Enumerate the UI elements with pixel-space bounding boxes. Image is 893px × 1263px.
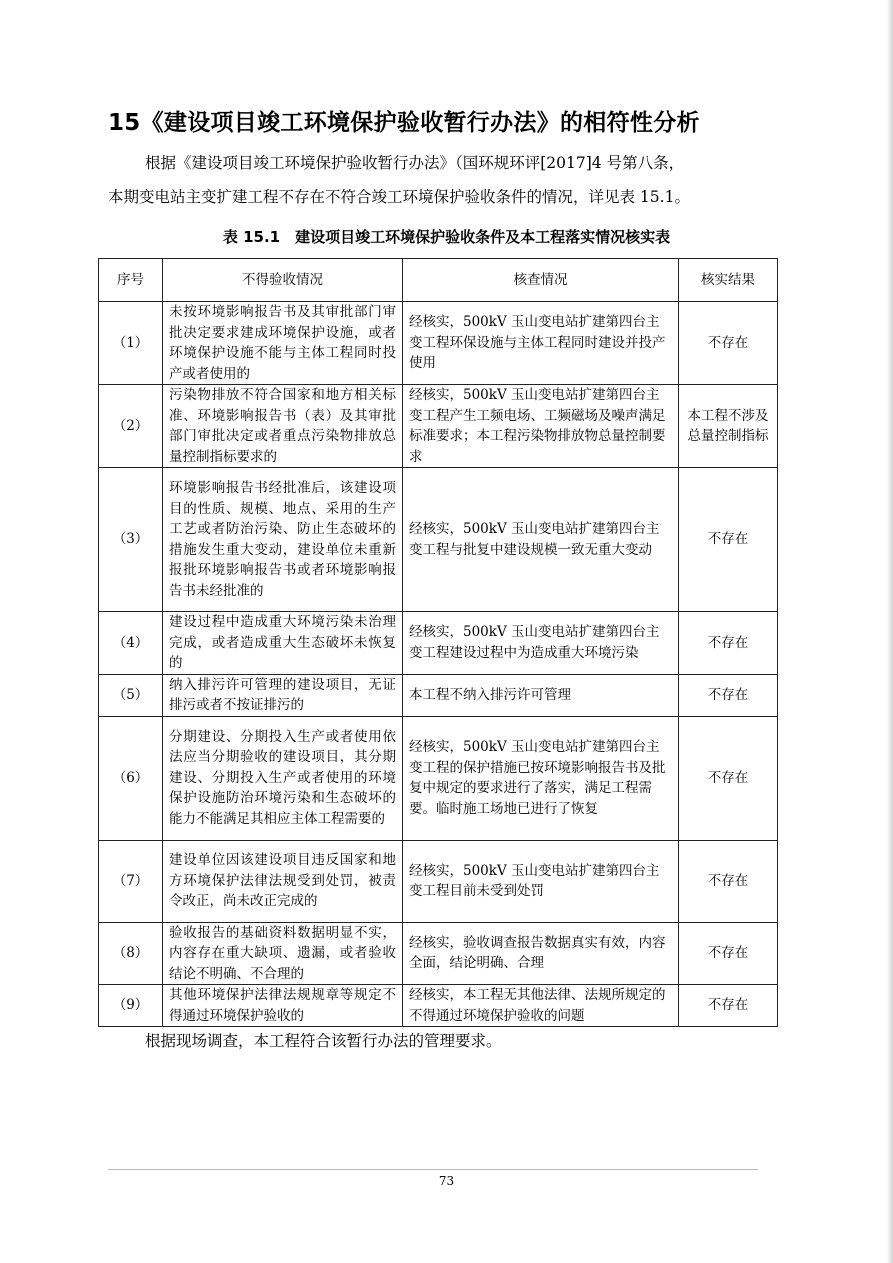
page-edge-shadow: [887, 0, 893, 1263]
intro-line-2: 本期变电站主变扩建工程不存在不符合竣工环境保护验收条件的情况，详见表 15.1。: [108, 188, 690, 206]
header-number: 序号: [99, 259, 163, 302]
row-number: （5）: [99, 674, 163, 716]
table-row: [99, 468, 778, 612]
closing-paragraph: 根据现场调查，本工程符合该暂行办法的管理要求。: [145, 1032, 502, 1050]
row-result: 不存在: [679, 612, 778, 675]
row-condition: 建设单位因该建设项目违反国家和地方环境保护法律法规受到处罚，被责令改正，尚未改正完成的: [163, 840, 403, 922]
table-row: [99, 674, 778, 716]
row-number: （6）: [99, 716, 163, 840]
row-check: 经核实，500kV 玉山变电站扩建第四台主变工程建设过程中为造成重大环境污染: [403, 612, 679, 675]
table-row: [99, 840, 778, 922]
row-result: 不存在: [679, 302, 778, 385]
row-condition: 环境影响报告书经批准后，该建设项目的性质、规模、地点、采用的生产工艺或者防治污染、防止生态破坏的措施发生重大变动，建设单位未重新报批环境影响报告书或者环境影响报告书未经批准的: [163, 468, 403, 612]
row-check: 经核实，500kV 玉山变电站扩建第四台主变工程产生工频电场、工频磁场及噪声满足标准要求；本工程污染物排放物总量控制要求: [403, 385, 679, 468]
row-check: 经核实，500kV 玉山变电站扩建第四台主变工程环保设施与主体工程同时建设并投产使用: [403, 302, 679, 385]
page-number: 73: [438, 1174, 455, 1188]
table-caption: 表 15.1 建设项目竣工环境保护验收条件及本工程落实情况核实表: [222, 228, 671, 246]
row-check: 经核实，500kV 玉山变电站扩建第四台主变工程的保护措施已按环境影响报告书及批复中规定的要求进行了落实，满足工程需要。临时施工场地已进行了恢复: [403, 716, 679, 840]
section-heading: 15《建设项目竣工环境保护验收暂行办法》的相符性分析: [108, 110, 700, 136]
header-result: 核实结果: [679, 259, 778, 302]
row-check: 本工程不纳入排污许可管理: [403, 674, 679, 716]
row-result: 不存在: [679, 985, 778, 1027]
intro-line-1: 根据《建设项目竣工环境保护验收暂行办法》（国环规环评[2017]4 号第八条，: [145, 154, 685, 172]
row-check: 经核实，500kV 玉山变电站扩建第四台主变工程目前未受到处罚: [403, 840, 679, 922]
row-condition: 分期建设、分期投入生产或者使用依法应当分期验收的建设项目，其分期建设、分期投入生产或者使用的环境保护设施防治环境污染和生态破坏的能力不能满足其相应主体工程需要的: [163, 716, 403, 840]
row-condition: 验收报告的基础资料数据明显不实，内容存在重大缺项、遗漏，或者验收结论不明确、不合理的: [163, 922, 403, 985]
footer-divider: [108, 1169, 758, 1170]
row-result: 不存在: [679, 716, 778, 840]
row-check: 经核实，验收调查报告数据真实有效，内容全面，结论明确、合理: [403, 922, 679, 985]
table-row: [99, 716, 778, 840]
row-number: （1）: [99, 302, 163, 385]
row-condition: 未按环境影响报告书及其审批部门审批决定要求建成环境保护设施，或者环境保护设施不能与主体工程同时投产或者使用的: [163, 302, 403, 385]
table-row: [99, 385, 778, 468]
table-row: [99, 302, 778, 385]
row-condition: 纳入排污许可管理的建设项目，无证排污或者不按证排污的: [163, 674, 403, 716]
table-row: [99, 985, 778, 1027]
row-check: 经核实，本工程无其他法律、法规所规定的不得通过环境保护验收的问题: [403, 985, 679, 1027]
row-number: （2）: [99, 385, 163, 468]
row-result: 不存在: [679, 674, 778, 716]
table-header-row: [99, 259, 778, 302]
row-condition: 建设过程中造成重大环境污染未治理完成，或者造成重大生态破坏未恢复的: [163, 612, 403, 675]
row-check: 经核实，500kV 玉山变电站扩建第四台主变工程与批复中建设规模一致无重大变动: [403, 468, 679, 612]
row-result: 不存在: [679, 468, 778, 612]
row-condition: 污染物排放不符合国家和地方相关标准、环境影响报告书（表）及其审批部门审批决定或者重点污染物排放总量控制指标要求的: [163, 385, 403, 468]
row-result: 不存在: [679, 922, 778, 985]
table-row: [99, 612, 778, 675]
row-number: （4）: [99, 612, 163, 675]
header-check: 核查情况: [403, 259, 679, 302]
row-condition: 其他环境保护法律法规规章等规定不得通过环境保护验收的: [163, 985, 403, 1027]
row-result: 不存在: [679, 840, 778, 922]
verification-table: [98, 258, 778, 1027]
row-number: （3）: [99, 468, 163, 612]
row-number: （7）: [99, 840, 163, 922]
intro-paragraph: [108, 151, 768, 209]
row-number: （8）: [99, 922, 163, 985]
header-condition: 不得验收情况: [163, 259, 403, 302]
row-result: 本工程不涉及总量控制指标: [679, 385, 778, 468]
row-number: （9）: [99, 985, 163, 1027]
table-row: [99, 922, 778, 985]
